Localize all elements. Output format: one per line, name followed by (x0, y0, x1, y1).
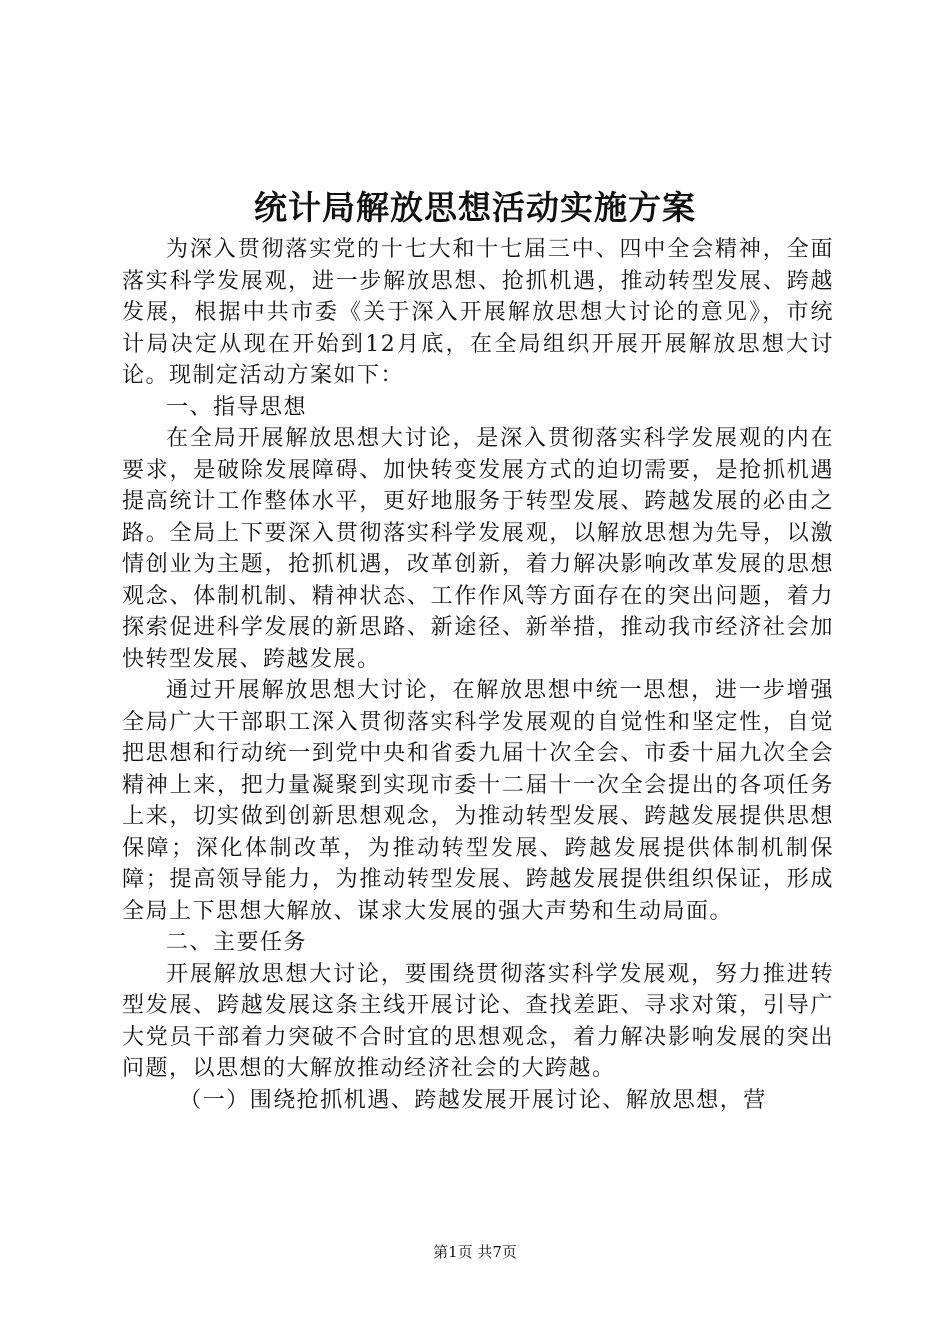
page-number-footer: 第1页 共7页 (433, 1243, 517, 1261)
section-heading-main-tasks: 二、主要任务 (166, 930, 308, 955)
body-paragraph: 在全局开展解放思想大讨论，是深入贯彻落实科学发展观的内在要求，是破除发展障碍、加快转变发展方式的迫切需要，是抢抓机遇提高统计工作整体水平，更好地服务于转型发展、跨越发展的必由之路。全局上下要深入贯彻落实科学发展观，以解放思想为先导，以激情创业为主题，抢抓机遇，改革创新，着力解决影响改革发展的思想观念、体制机制、精神状态、工作作风等方面存在的突出问题，着力探索促进科学发展的新思路、新途径、新举措，推动我市经济社会加快转型发展、跨越发展。 (122, 426, 834, 672)
intro-paragraph: 为深入贯彻落实党的十七大和十七届三中、四中全会精神，全面落实科学发展观，进一步解放思想、抢抓机遇，推动转型发展、跨越发展，根据中共市委《关于深入开展解放思想大讨论的意见》，市统计局决定从现在开始到12月底，在全局组织开展开展解放思想大讨论。现制定活动方案如下： (122, 237, 834, 388)
body-paragraph: 开展解放思想大讨论，要围绕贯彻落实科学发展观，努力推进转型发展、跨越发展这条主线开展讨论、查找差距、寻求对策，引导广大党员干部着力突破不合时宜的思想观念，着力解决影响发展的突出问题，以思想的大解放推动经济社会的大跨越。 (122, 961, 834, 1081)
body-paragraph: 通过开展解放思想大讨论，在解放思想中统一思想，进一步增强全局广大干部职工深入贯彻落实科学发展观的自觉性和坚定性，自觉把思想和行动统一到党中央和省委九届十次全会、市委十届九次全会精神上来，把力量凝聚到实现市委十二届十一次全会提出的各项任务上来，切实做到创新思想观念，为推动转型发展、跨越发展提供思想保障；深化体制改革，为推动转型发展、跨越发展提供体制机制保障；提高领导能力，为推动转型发展、跨越发展提供组织保证，形成全局上下思想大解放、谋求大发展的强大声势和生动局面。 (122, 678, 834, 924)
document-body (122, 234, 834, 1116)
subsection-heading: （一）围绕抢抓机遇、跨越发展开展讨论、解放思想，营 (179, 1087, 767, 1113)
document-title: 统计局解放思想活动实施方案 (254, 188, 696, 227)
section-heading-guiding-thought: 一、指导思想 (166, 394, 308, 420)
